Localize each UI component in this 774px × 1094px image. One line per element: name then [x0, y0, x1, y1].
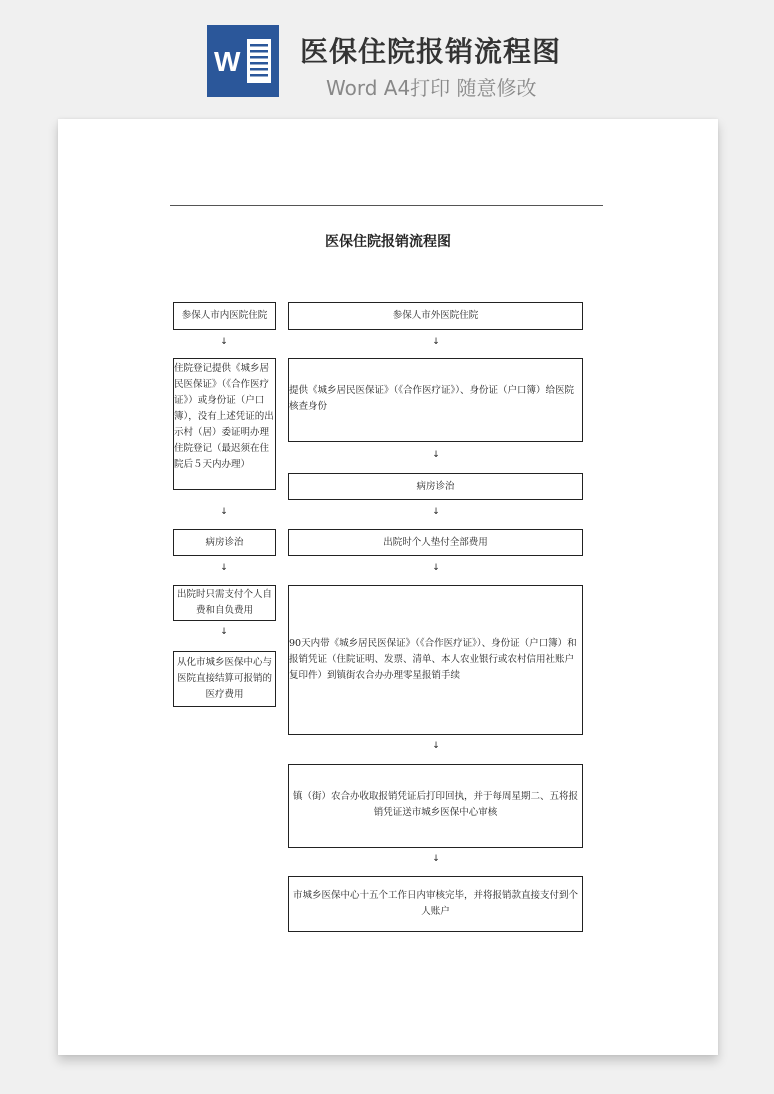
left-arrow-2: ↓ — [220, 507, 228, 517]
right-step-2-text: 提供《城乡居民医保证》（《合作医疗证》）、身份证（户口簿）给医院核查身份 — [289, 385, 575, 412]
document-page — [58, 119, 718, 1055]
left-step-4-text: 出院时只需支付个人自费和自负费用 — [176, 589, 272, 616]
left-step-1-text: 参保人市内医院住院 — [181, 310, 268, 321]
right-step-5-text: 90天内带《城乡居民医保证》（《合作医疗证》）、身份证（户口簿）和报销凭证（住院证明、发票、清单、本人农业银行或农村信用社账户复印件）到镇街农合办办理零星报销手续 — [289, 638, 577, 681]
right-arrow-4: ↓ — [432, 563, 440, 573]
right-step-7 — [288, 876, 583, 932]
left-arrow-3: ↓ — [220, 563, 228, 573]
right-arrow-1: ↓ — [432, 337, 440, 347]
header-rule — [170, 205, 603, 206]
right-step-1-text: 参保人市外医院住院 — [392, 310, 479, 321]
page-subtitle: Word A4打印 随意修改 — [326, 76, 537, 100]
word-icon-letter: W — [214, 46, 241, 77]
left-step-5 — [173, 651, 276, 707]
right-step-2 — [288, 358, 583, 442]
word-icon — [207, 25, 279, 97]
right-step-1 — [288, 302, 583, 330]
right-step-7-text: 市城乡医保中心十五个工作日内审核完毕，并将报销款直接支付到个人账户 — [292, 890, 578, 917]
header — [0, 0, 774, 110]
right-arrow-2: ↓ — [432, 450, 440, 460]
right-step-3 — [288, 473, 583, 500]
right-arrow-5: ↓ — [432, 741, 440, 751]
right-step-5 — [288, 585, 583, 735]
left-arrow-1: ↓ — [220, 337, 228, 347]
right-step-4-text: 出院时个人垫付全部费用 — [383, 536, 488, 548]
right-step-3-text: 病房诊治 — [416, 480, 455, 492]
document-title: 医保住院报销流程图 — [325, 234, 451, 250]
right-step-6 — [288, 764, 583, 848]
right-step-4 — [288, 529, 583, 556]
right-arrow-3: ↓ — [432, 507, 440, 517]
left-step-2 — [173, 358, 276, 490]
left-step-2-text: 住院登记提供《城乡居民医保证》（《合作医疗证》）或身份证（户口簿），没有上述凭证的出示村（居）委证明办理住院登记（最迟须在住院后５天内办理） — [174, 363, 274, 470]
left-step-3 — [173, 529, 276, 556]
page-title: 医保住院报销流程图 — [300, 35, 562, 68]
left-arrow-4: ↓ — [220, 627, 228, 637]
left-step-5-text: 从化市城乡医保中心与医院直接结算可报销的医疗费用 — [176, 657, 272, 700]
left-step-1 — [173, 302, 276, 330]
right-arrow-6: ↓ — [432, 854, 440, 864]
right-step-6-text: 镇（街）农合办收取报销凭证后打印回执，并于每周星期二、五将报销凭证送市城乡医保中心审核 — [292, 791, 578, 818]
left-step-4 — [173, 585, 276, 621]
left-step-3-text: 病房诊治 — [205, 536, 244, 548]
